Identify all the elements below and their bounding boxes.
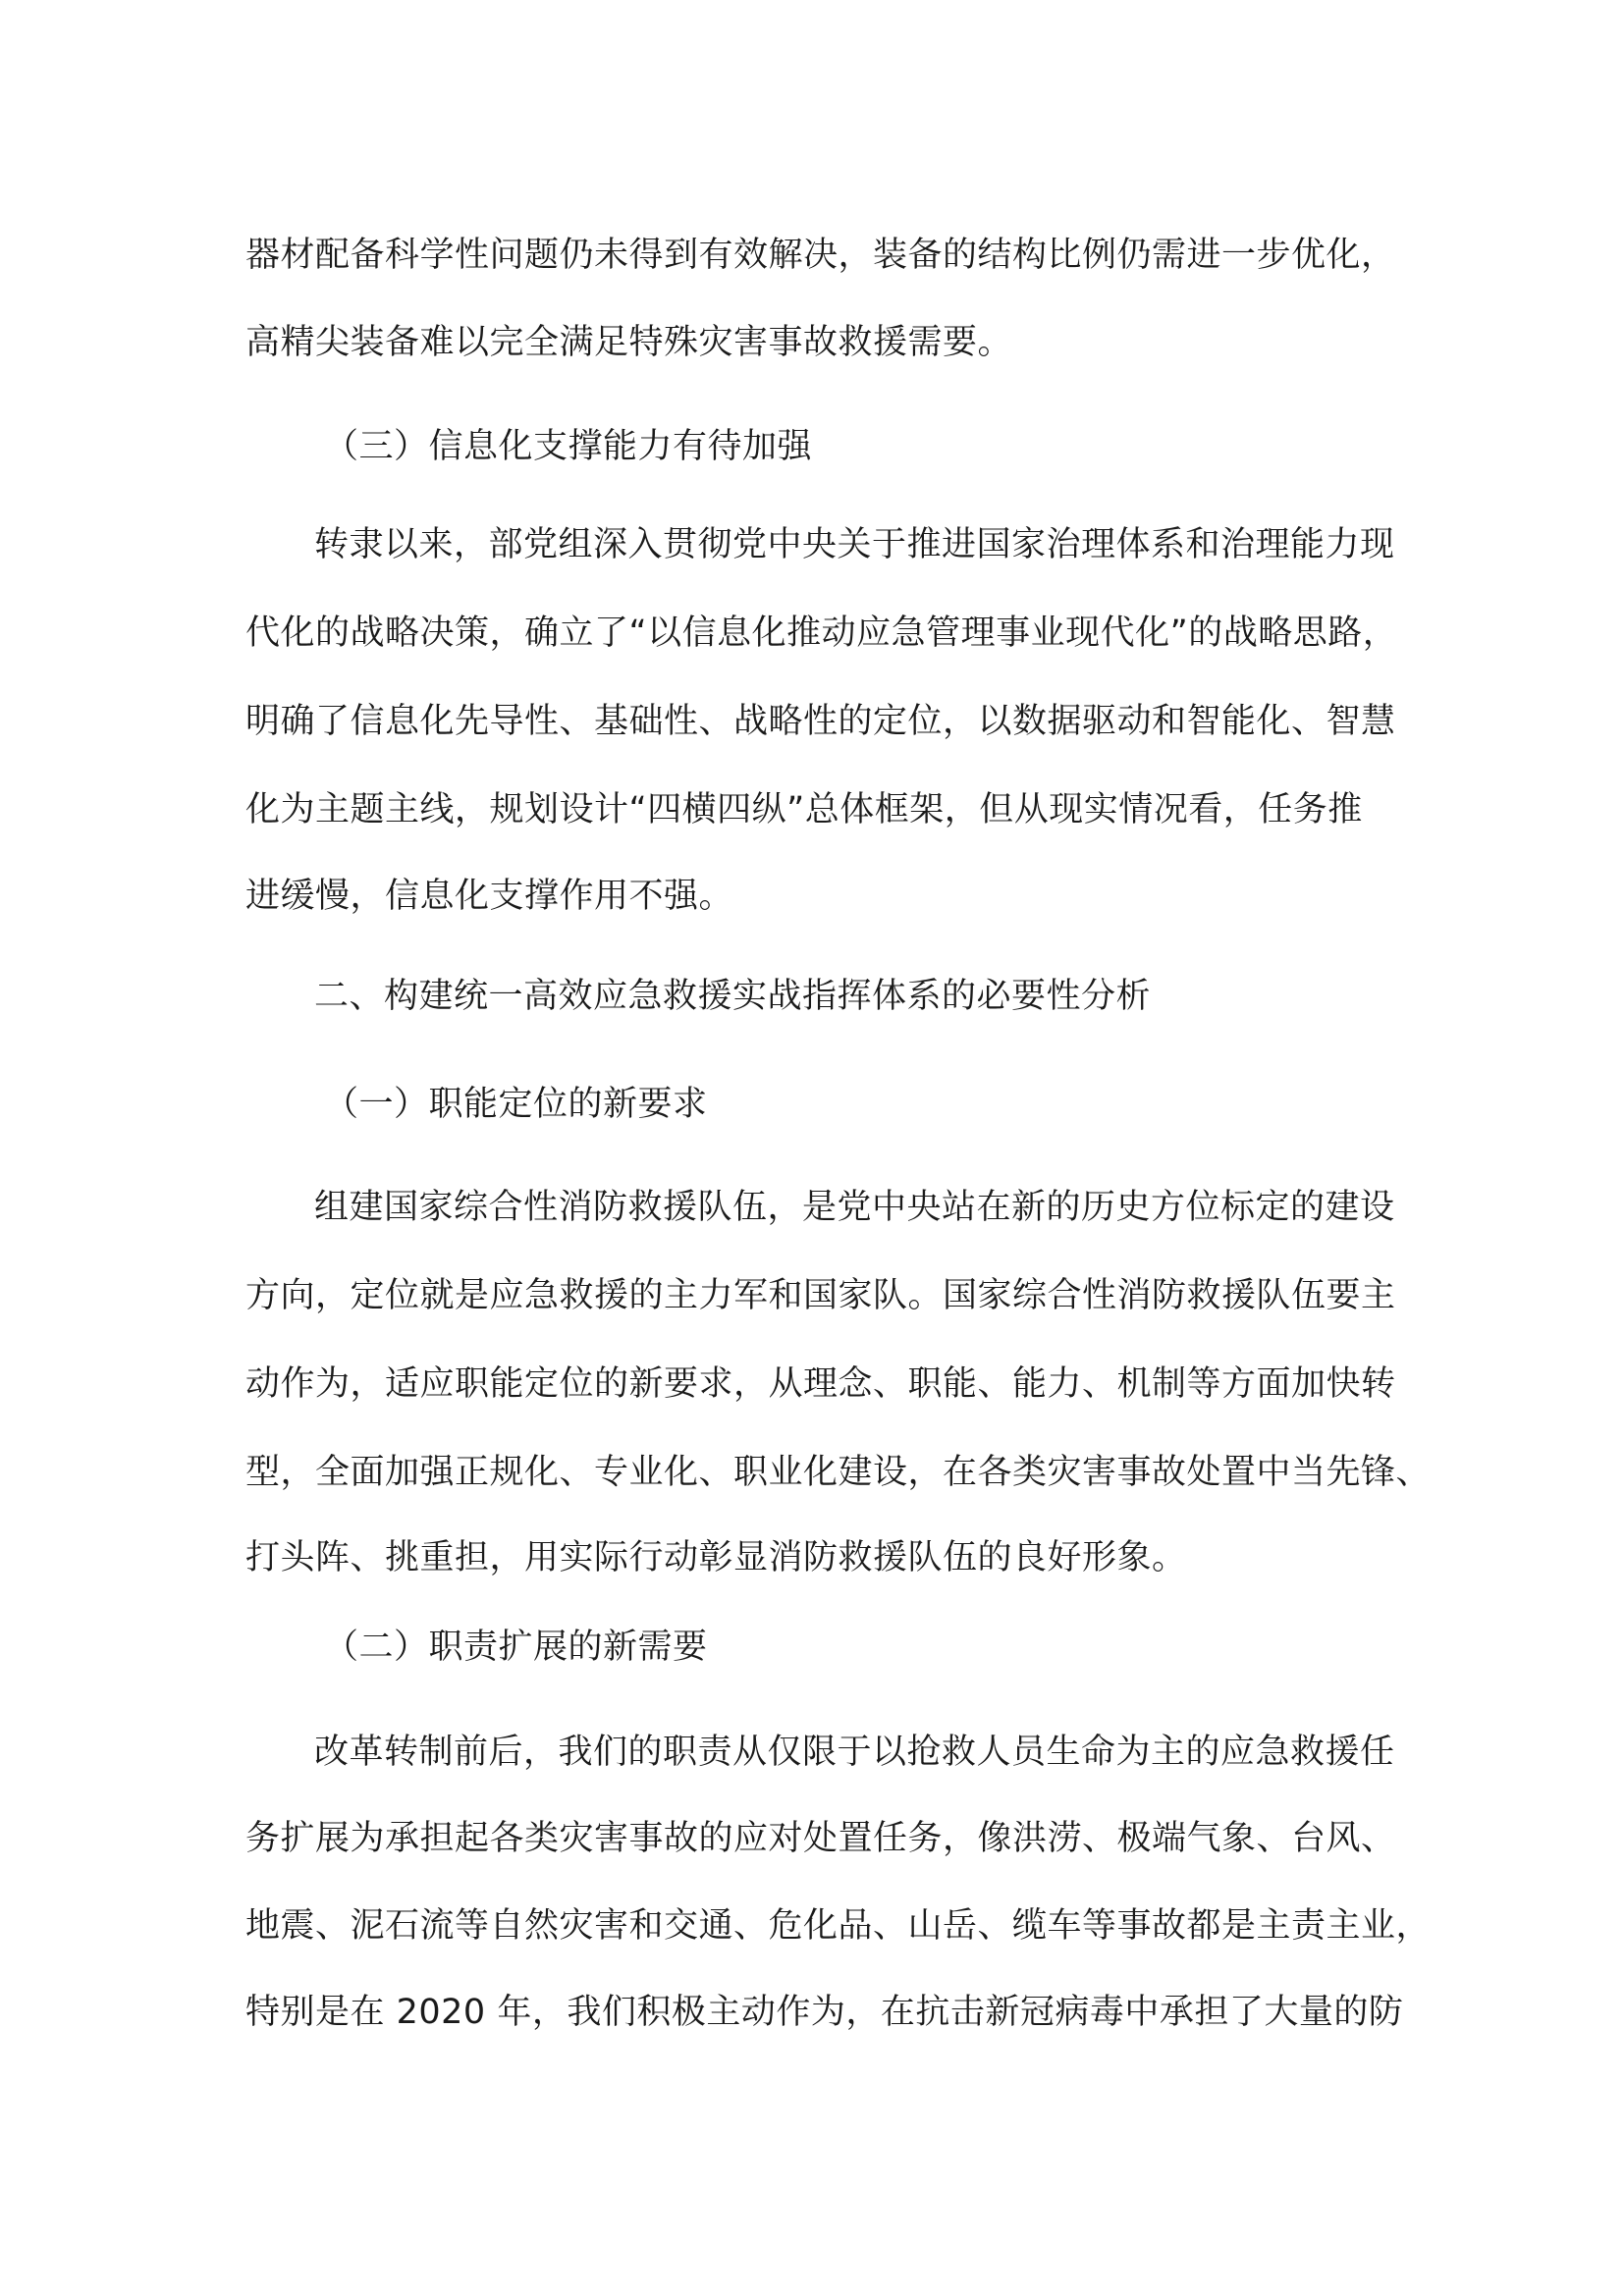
paragraph-first-line: 转隶以来，部党组深入贯彻党中央关于推进国家治理体系和治理能力现	[314, 525, 1395, 564]
paragraph-first-line: 组建国家综合性消防救援队伍，是党中央站在新的历史方位标定的建设	[314, 1188, 1395, 1227]
body-text-line: 务扩展为承担起各类灾害事故的应对处置任务，像洪涝、极端气象、台风、	[245, 1819, 1396, 1858]
section-heading-1: （一）职能定位的新要求	[324, 1085, 708, 1124]
body-text-line: 进缓慢，信息化支撑作用不强。	[245, 877, 734, 916]
paragraph-first-line: 改革转制前后，我们的职责从仅限于以抢救人员生命为主的应急救援任	[314, 1733, 1395, 1772]
body-text-line: 明确了信息化先导性、基础性、战略性的定位，以数据驱动和智能化、智慧	[245, 702, 1396, 741]
body-text-line: 打头阵、挑重担，用实际行动彰显消防救援队伍的良好形象。	[245, 1538, 1187, 1577]
section-heading-2: （二）职责扩展的新需要	[324, 1628, 708, 1667]
section-heading-3: （三）信息化支撑能力有待加强	[324, 427, 813, 466]
body-text-line: 高精尖装备难以完全满足特殊灾害事故救援需要。	[245, 323, 1013, 362]
body-text-line: 地震、泥石流等自然灾害和交通、危化品、山岳、缆车等事故都是主责主业，	[245, 1906, 1432, 1946]
body-text-line: 型，全面加强正规化、专业化、职业化建设，在各类灾害事故处置中当先锋、	[245, 1453, 1432, 1492]
body-text-line: 动作为，适应职能定位的新要求，从理念、职能、能力、机制等方面加快转	[245, 1364, 1396, 1404]
chapter-heading-2: 二、构建统一高效应急救援实战指挥体系的必要性分析	[314, 977, 1152, 1016]
body-text-line: 代化的战略决策，确立了“以信息化推动应急管理事业现代化”的战略思路，	[245, 614, 1398, 653]
body-text-line: 特别是在 2020 年，我们积极主动作为，在抗击新冠病毒中承担了大量的防	[245, 1993, 1404, 2032]
body-text-line: 方向，定位就是应急救援的主力军和国家队。国家综合性消防救援队伍要主	[245, 1276, 1396, 1315]
body-text-line: 器材配备科学性问题仍未得到有效解决，装备的结构比例仍需进一步优化，	[245, 236, 1396, 275]
body-text-line: 化为主题主线，规划设计“四横四纵”总体框架，但从现实情况看，任务推	[245, 790, 1363, 829]
